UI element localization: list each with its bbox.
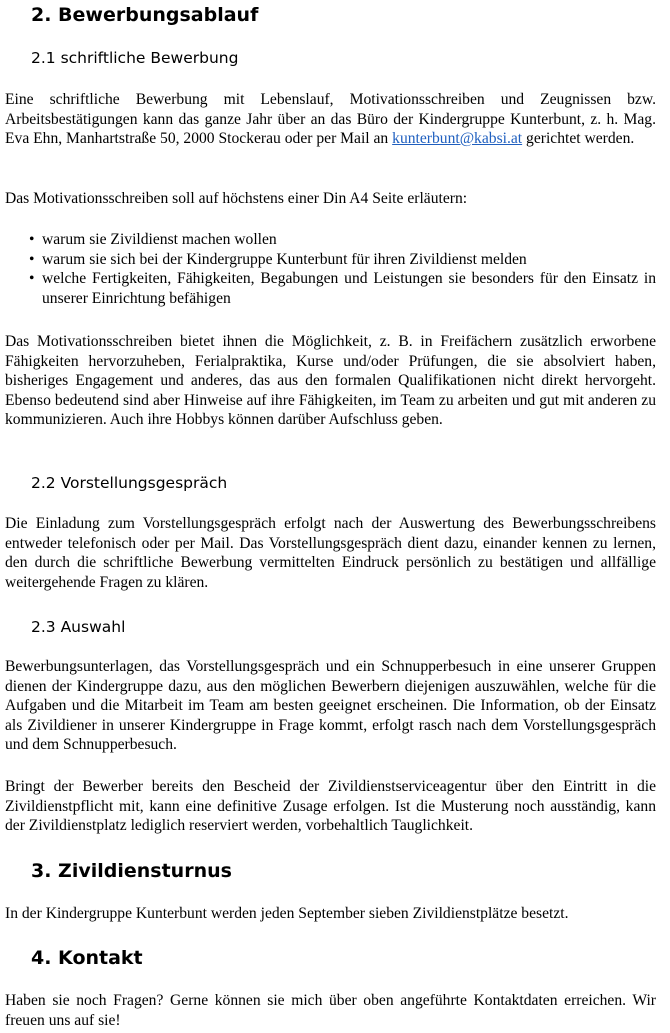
paragraph-commitment: Bringt der Bewerber bereits den Bescheid der Zivildienstserviceagentur über den Eintritt in die Zivildienstpflicht mit, kann eine definitive Zusage erfolgen. Ist die Musterung noch ausständig, kann der Zivildienstplatz lediglich reserviert werden, vorbehaltlich Tauglichkeit. xyxy=(5,778,656,834)
paragraph-selection: Bewerbungsunterlagen, das Vorstellungsgespräch und ein Schnupperbesuch in eine unserer Gruppen dienen der Kindergruppe dazu, aus den möglichen Bewerbern diejenigen auszuwählen, welche für die Aufgaben und die Mitarbeit im Team am besten geeignet erscheinen. Die Information, ob der Einsatz als Zivildiener in unserer Kindergruppe in Frage kommt, erfolgt rasch nach dem Vorstellungsgespräch und dem Schnupperbesuch. xyxy=(5,658,656,753)
bullet-icon: • xyxy=(29,270,35,287)
subsection-heading-2-1: 2.1 schriftliche Bewerbung xyxy=(31,49,239,67)
subsection-heading-2-2: 2.2 Vorstellungsgespräch xyxy=(31,474,228,492)
section-2 xyxy=(5,2,656,28)
paragraph-motivation-details: Das Motivationsschreiben bietet ihnen die Möglichkeit, z. B. in Freifächern zusätzlich erworbene Fähigkeiten hervorzuheben, Ferialpraktika, Kurse und/oder Prüfungen, die sie absolviert haben, bisheriges Engagement und anderes, das aus den formalen Qualifikationen nicht direkt hervorgeht. Ebenso bedeutend sind aber Hinweise auf ihre Fähigkeiten, im Team zu arbeiten und gut mit anderen zu kommunizieren. Auch ihre Hobbys können darüber Aufschluss geben. xyxy=(5,333,656,428)
motivation-bullet-list xyxy=(5,230,656,308)
paragraph-interview: Die Einladung zum Vorstellungsgespräch erfolgt nach der Auswertung des Bewerbungsschreibens entweder telefonisch oder per Mail. Das Vorstellungsgespräch dient dazu, einander kennen zu lernen, den durch die schriftliche Bewerbung vermittelten Eindruck persönlich zu bestätigen und allfällige weitergehende Fragen zu klären. xyxy=(5,515,656,591)
bullet-icon: • xyxy=(29,250,35,268)
subsection-2-3 xyxy=(5,616,656,638)
paragraph-cycle: In der Kindergruppe Kunterbunt werden jeden September sieben Zivildienstplätze besetzt. xyxy=(5,905,569,922)
paragraph-application-address xyxy=(5,90,656,149)
subsection-2-1 xyxy=(5,47,656,69)
section-4 xyxy=(5,945,656,971)
paragraph-text: Eine schriftliche Bewerbung mit Lebenslauf, Motivationsschreiben und Zeugnissen bzw. Arbeitsbestätigungen kann das ganze Jahr über an das Büro der Kindergruppe Kunterbunt, z. h. Mag. Eva Ehn, Manhartstraße 50, 2000 Stockerau oder per Mail an xyxy=(5,91,656,147)
subsection-2-2 xyxy=(5,472,656,494)
section-3 xyxy=(5,858,656,884)
section-heading-3: 3. Zivildiensturnus xyxy=(31,860,232,882)
paragraph-motivation-intro: Das Motivationsschreiben soll auf höchstens einer Din A4 Seite erläutern: xyxy=(5,190,468,207)
paragraph-contact: Haben sie noch Fragen? Gerne können sie mich über oben angeführte Kontaktdaten erreichen. Wir freuen uns auf sie! xyxy=(5,992,656,1029)
list-item: • warum sie Zivildienst machen wollen xyxy=(29,231,277,248)
list-item: • warum sie sich bei der Kindergruppe Kunterbunt für ihren Zivildienst melden xyxy=(29,250,527,268)
section-heading-2: 2. Bewerbungsablauf xyxy=(31,4,259,26)
section-heading-4: 4. Kontakt xyxy=(31,947,143,969)
subsection-heading-2-3: 2.3 Auswahl xyxy=(31,618,126,636)
paragraph-text-end: gerichtet werden. xyxy=(522,130,635,147)
email-link[interactable]: kunterbunt@kabsi.at xyxy=(392,130,523,147)
bullet-icon: • xyxy=(29,231,35,248)
list-item: • welche Fertigkeiten, Fähigkeiten, Begabungen und Leistungen sie besonders für den Einsatz in unserer Einrichtung befähigen xyxy=(29,270,656,307)
